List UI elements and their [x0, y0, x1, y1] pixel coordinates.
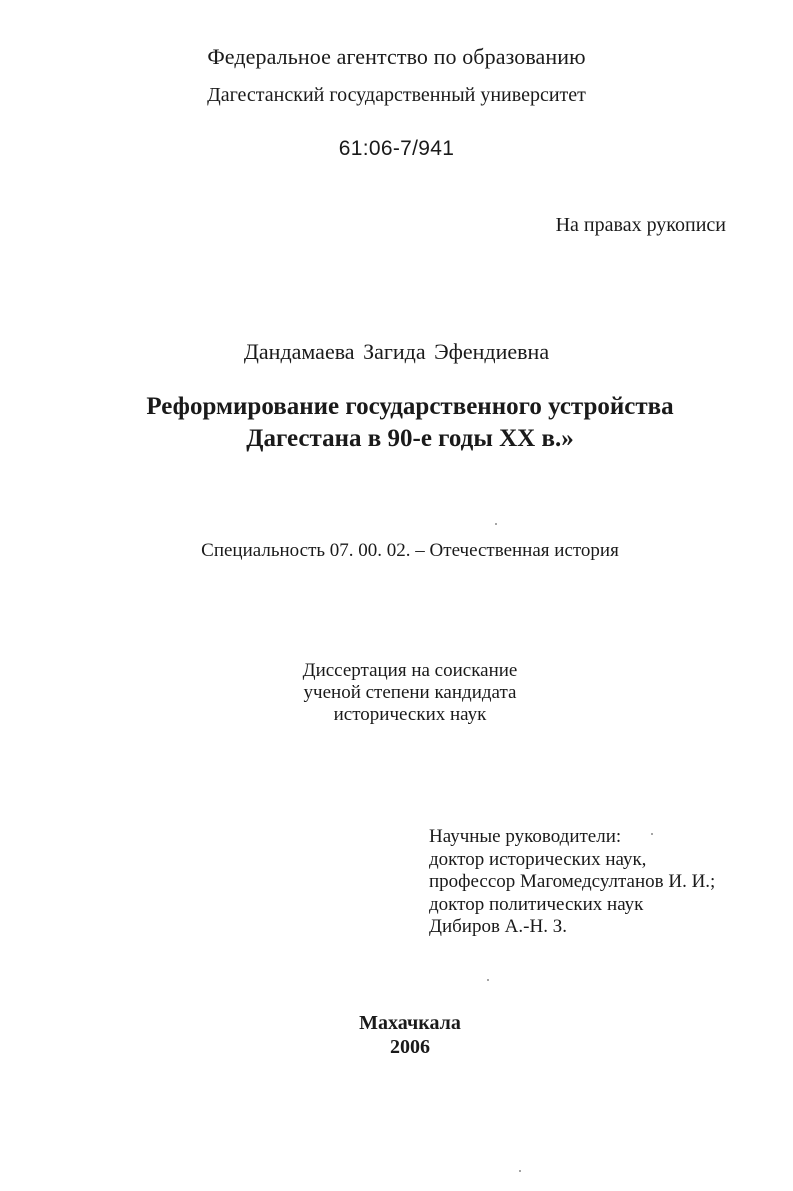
author-name: Дандамаева Загида Эфендиевна — [243, 339, 550, 364]
dissertation-title-line-2: Дагестана в 90-е годы XX в.» — [246, 425, 574, 452]
supervisors-heading: Научные руководители: — [429, 826, 622, 847]
dissertation-title-line-1: Реформирование государственного устройства — [146, 393, 674, 420]
supervisor-1-degree: доктор исторических наук, — [429, 848, 647, 870]
year: 2006 — [390, 1036, 430, 1058]
university-name: Дагестанский государственный университет — [207, 84, 586, 106]
scan-speck — [651, 833, 653, 835]
supervisors-block — [429, 826, 715, 939]
supervisor-2-name: Дибиров А.-Н. З. — [429, 916, 567, 937]
supervisor-2-degree: доктор политических наук — [429, 893, 644, 915]
scan-speck — [495, 523, 497, 525]
scan-speck — [487, 979, 489, 981]
supervisor-1-name: профессор Магомедсултанов И. И.; — [429, 871, 716, 892]
scan-speck — [519, 1170, 521, 1172]
dissertation-type-line-1: Диссертация на соискание — [302, 660, 518, 681]
city: Махачкала — [359, 1012, 461, 1034]
rights-note: На правах рукописи — [555, 214, 726, 236]
specialty: Специальность 07. 00. 02. – Отечественная история — [201, 540, 619, 561]
dissertation-type-line-3: исторических наук — [333, 704, 487, 725]
agency-name: Федеральное агентство по образованию — [207, 44, 586, 69]
dissertation-type-line-2: ученой степени кандидата — [303, 682, 517, 703]
catalog-number: 61:06-7/941 — [338, 137, 455, 160]
